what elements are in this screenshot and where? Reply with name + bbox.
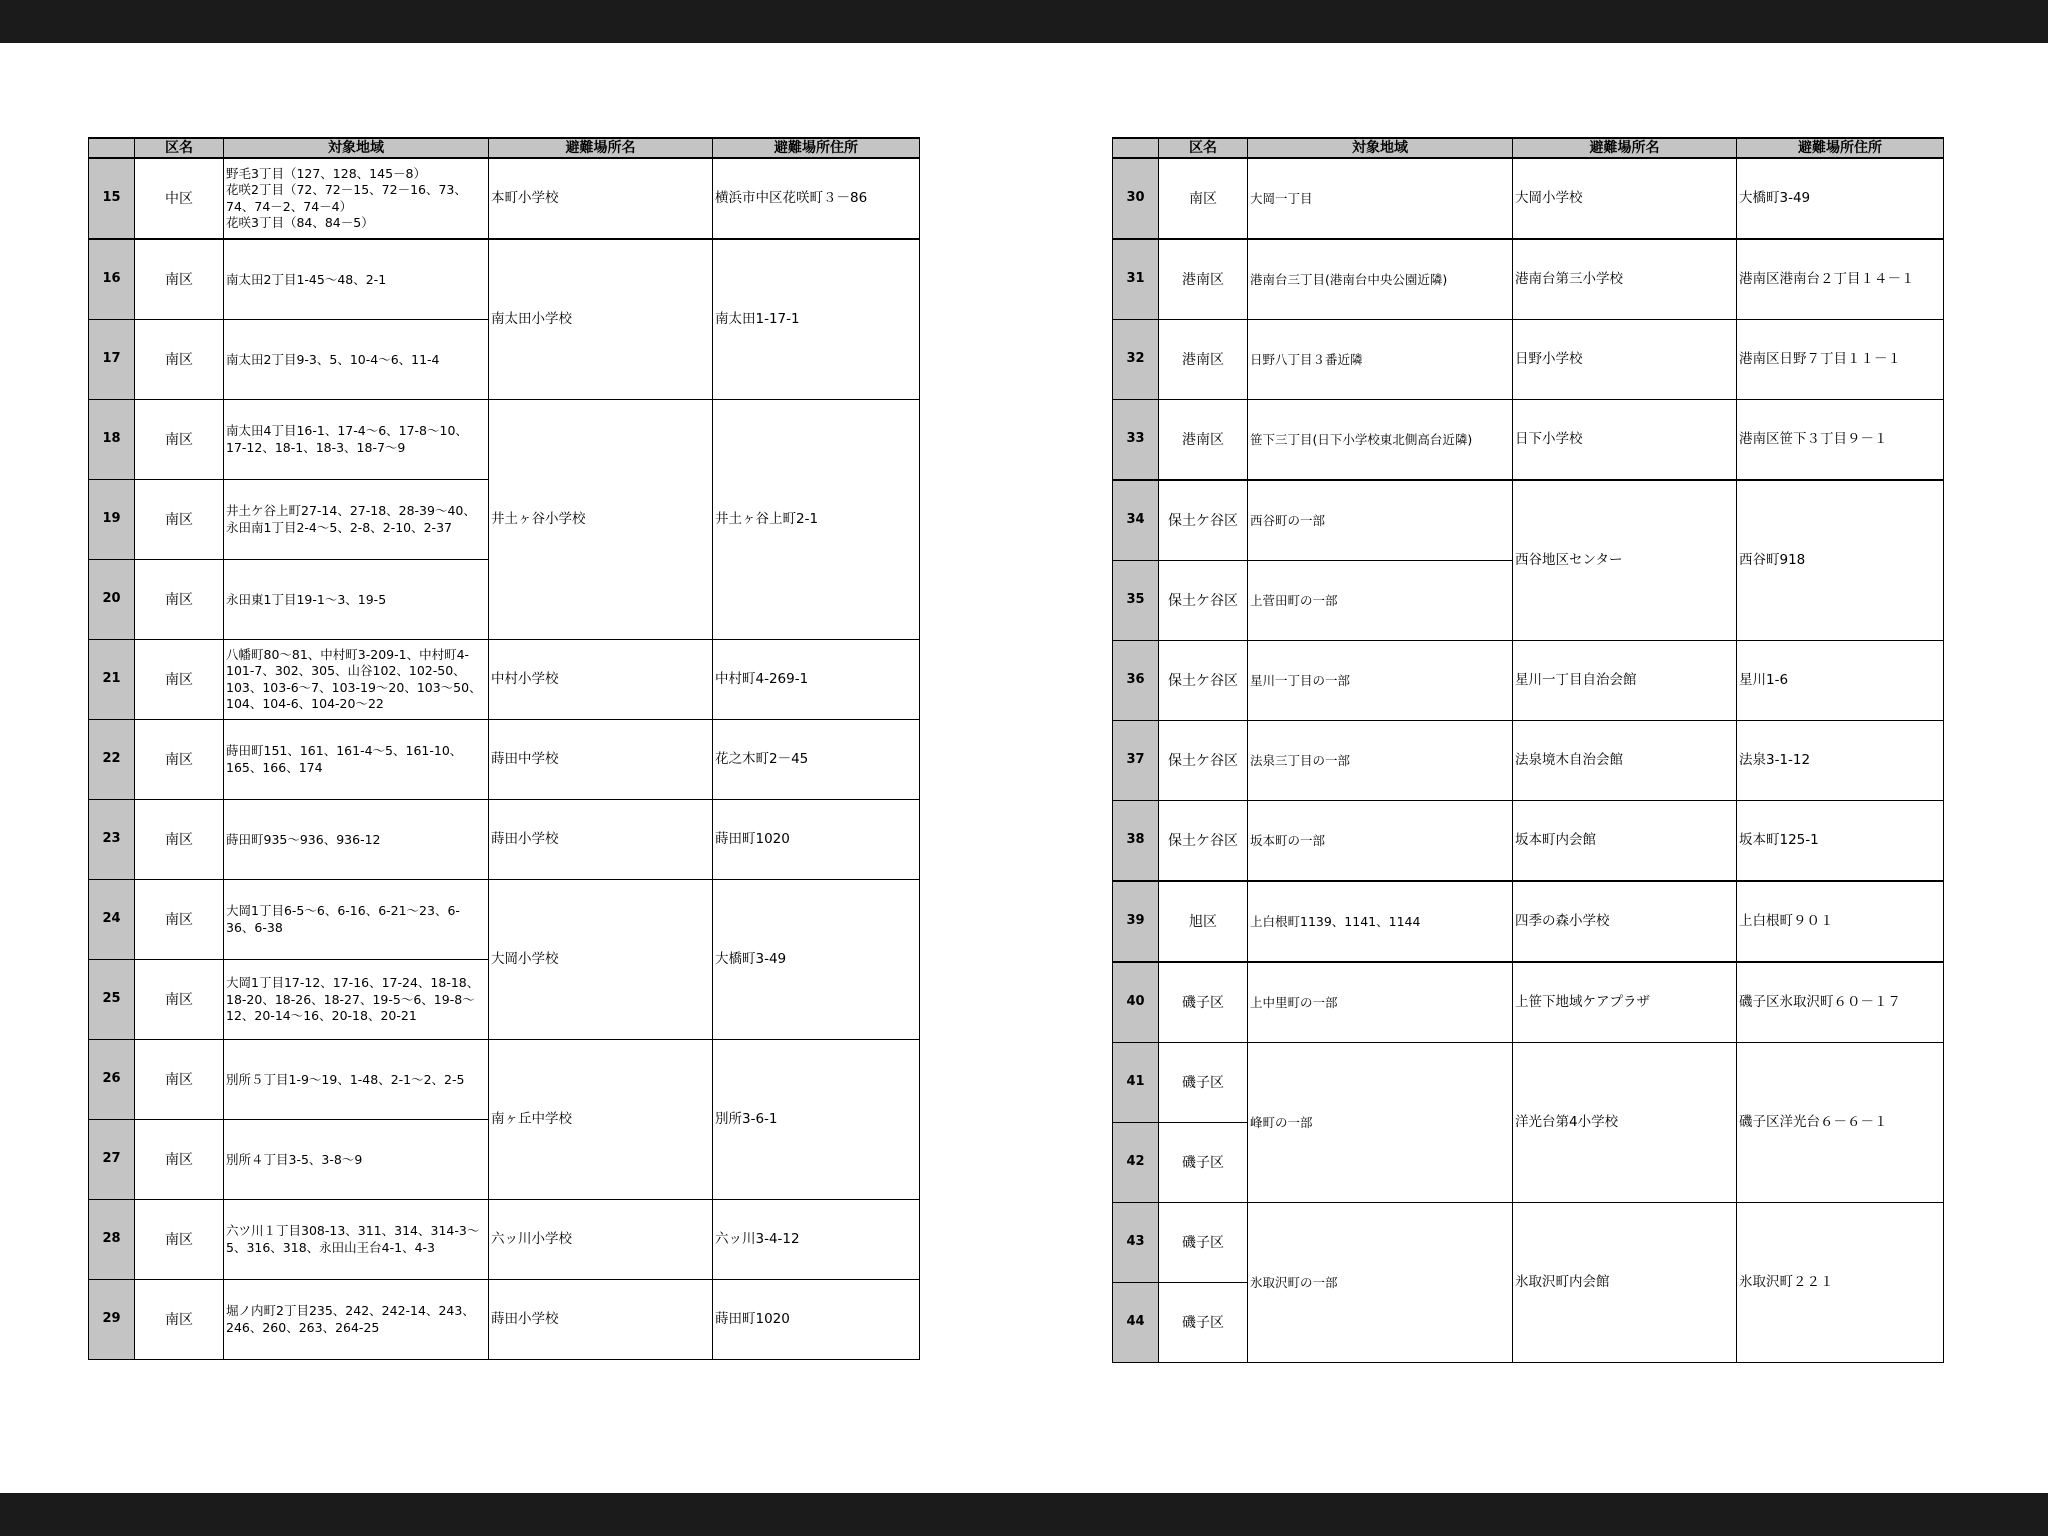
header-shelter: 避難場所名 (489, 138, 713, 158)
shelter-address: 磯子区洋光台６－６－１ (1737, 1043, 1944, 1203)
row-number: 34 (1113, 480, 1159, 561)
left-shelter-table (88, 137, 920, 1360)
target-area: 堀ノ内町2丁目235、242、242-14、243、246、260、263、264-25 (224, 1280, 489, 1360)
ward-name: 保土ケ谷区 (1159, 561, 1248, 641)
target-area: 蒔田町151、161、161-4～5、161-10、165、166、174 (224, 720, 489, 800)
row-number: 20 (89, 560, 135, 640)
target-area: 南太田2丁目1-45～48、2-1 (224, 239, 489, 320)
ward-name: 保土ケ谷区 (1159, 641, 1248, 721)
top-dark-bar (0, 0, 2048, 43)
ward-name: 旭区 (1159, 881, 1248, 962)
shelter-address: 横浜市中区花咲町３－86 (713, 158, 920, 239)
target-area: 上中里町の一部 (1248, 962, 1513, 1043)
table-row (1113, 239, 1944, 320)
target-area: 大岡1丁目17-12、17-16、17-24、18-18、18-20、18-26、18-27、19-5～6、19-8～12、20-14～16、20-18、20-21 (224, 960, 489, 1040)
row-number: 28 (89, 1200, 135, 1280)
header-row (89, 138, 920, 158)
header-shelter: 避難場所名 (1513, 138, 1737, 158)
ward-name: 南区 (135, 880, 224, 960)
shelter-name: 星川一丁目自治会館 (1513, 641, 1737, 721)
shelter-address: 大橋町3-49 (713, 880, 920, 1040)
shelter-address: 港南区港南台２丁目１４－１ (1737, 239, 1944, 320)
target-area: 笹下三丁目(日下小学校東北側高台近隣) (1248, 400, 1513, 481)
header-no (1113, 138, 1159, 158)
row-number: 40 (1113, 962, 1159, 1043)
shelter-name: 南太田小学校 (489, 239, 713, 400)
row-number: 39 (1113, 881, 1159, 962)
target-area: 南太田2丁目9-3、5、10-4～6、11-4 (224, 320, 489, 400)
target-area: 西谷町の一部 (1248, 480, 1513, 561)
shelter-name: 法泉境木自治会館 (1513, 721, 1737, 801)
shelter-name: 日下小学校 (1513, 400, 1737, 481)
shelter-address: 井土ヶ谷上町2-1 (713, 400, 920, 640)
row-number: 29 (89, 1280, 135, 1360)
shelter-name: 大岡小学校 (489, 880, 713, 1040)
header-address: 避難場所住所 (713, 138, 920, 158)
shelter-name: 蒔田小学校 (489, 800, 713, 880)
shelter-name: 西谷地区センター (1513, 480, 1737, 641)
row-number: 22 (89, 720, 135, 800)
ward-name: 磯子区 (1159, 1203, 1248, 1283)
row-number: 30 (1113, 158, 1159, 239)
header-area: 対象地域 (224, 138, 489, 158)
row-number: 42 (1113, 1123, 1159, 1203)
row-number: 37 (1113, 721, 1159, 801)
shelter-name: 上笹下地域ケアプラザ (1513, 962, 1737, 1043)
header-row (1113, 138, 1944, 158)
table-row (1113, 801, 1944, 882)
shelter-name: 南ヶ丘中学校 (489, 1040, 713, 1200)
shelter-address: 中村町4-269-1 (713, 640, 920, 720)
row-number: 35 (1113, 561, 1159, 641)
table-row (1113, 320, 1944, 400)
target-area: 八幡町80～81、中村町3-209-1、中村町4-101-7、302、305、山谷102、102-50、103、103-6～7、103-19～20、103～50、104、104-6、104-20～22 (224, 640, 489, 720)
target-area: 井土ケ谷上町27-14、27-18、28-39～40、永田南1丁目2-4～5、2-8、2-10、2-37 (224, 480, 489, 560)
ward-name: 中区 (135, 158, 224, 239)
ward-name: 南区 (135, 1040, 224, 1120)
ward-name: 港南区 (1159, 400, 1248, 481)
table-row (89, 239, 920, 320)
row-number: 23 (89, 800, 135, 880)
table-row (89, 1280, 920, 1360)
ward-name: 港南区 (1159, 239, 1248, 320)
table-row (1113, 721, 1944, 801)
table-row (1113, 480, 1944, 561)
ward-name: 保土ケ谷区 (1159, 721, 1248, 801)
row-number: 38 (1113, 801, 1159, 882)
right-shelter-table (1112, 137, 1944, 1363)
target-area: 峰町の一部 (1248, 1043, 1513, 1203)
target-area: 別所５丁目1-9～19、1-48、2-1～2、2-5 (224, 1040, 489, 1120)
header-ward: 区名 (1159, 138, 1248, 158)
ward-name: 南区 (135, 1280, 224, 1360)
row-number: 25 (89, 960, 135, 1040)
ward-name: 南区 (135, 1200, 224, 1280)
shelter-name: 中村小学校 (489, 640, 713, 720)
shelter-name: 蒔田中学校 (489, 720, 713, 800)
shelter-address: 別所3-6-1 (713, 1040, 920, 1200)
table-row (1113, 962, 1944, 1043)
target-area: 大岡一丁目 (1248, 158, 1513, 239)
row-number: 15 (89, 158, 135, 239)
row-number: 17 (89, 320, 135, 400)
shelter-name: 港南台第三小学校 (1513, 239, 1737, 320)
ward-name: 南区 (135, 239, 224, 320)
row-number: 44 (1113, 1283, 1159, 1363)
shelter-address: 磯子区氷取沢町６０－１７ (1737, 962, 1944, 1043)
header-area: 対象地域 (1248, 138, 1513, 158)
ward-name: 保土ケ谷区 (1159, 801, 1248, 882)
target-area: 別所４丁目3-5、3-8～9 (224, 1120, 489, 1200)
ward-name: 南区 (135, 400, 224, 480)
shelter-name: 坂本町内会館 (1513, 801, 1737, 882)
shelter-name: 井土ヶ谷小学校 (489, 400, 713, 640)
row-number: 41 (1113, 1043, 1159, 1123)
shelter-address: 上白根町９０１ (1737, 881, 1944, 962)
table-row (1113, 1203, 1944, 1283)
target-area: 上菅田町の一部 (1248, 561, 1513, 641)
row-number: 27 (89, 1120, 135, 1200)
ward-name: 南区 (135, 720, 224, 800)
shelter-address: 港南区笹下３丁目９－１ (1737, 400, 1944, 481)
ward-name: 磯子区 (1159, 1123, 1248, 1203)
shelter-name: 六ッ川小学校 (489, 1200, 713, 1280)
shelter-name: 氷取沢町内会館 (1513, 1203, 1737, 1363)
shelter-address: 星川1-6 (1737, 641, 1944, 721)
row-number: 43 (1113, 1203, 1159, 1283)
row-number: 33 (1113, 400, 1159, 481)
bottom-dark-bar (0, 1493, 2048, 1536)
header-address: 避難場所住所 (1737, 138, 1944, 158)
shelter-name: 蒔田小学校 (489, 1280, 713, 1360)
shelter-address: 南太田1-17-1 (713, 239, 920, 400)
shelter-address: 蒔田町1020 (713, 1280, 920, 1360)
table-row (89, 640, 920, 720)
table-row (1113, 400, 1944, 481)
shelter-address: 蒔田町1020 (713, 800, 920, 880)
table-row (89, 158, 920, 239)
shelter-name: 本町小学校 (489, 158, 713, 239)
table-row (89, 400, 920, 480)
target-area-text: 野毛3丁目（127、128、145－8） 花咲2丁目（72、72－15、72－16、73、74、74－2、74－4） 花咲3丁目（84、84－5） (226, 166, 467, 230)
row-number: 19 (89, 480, 135, 560)
table-row (89, 720, 920, 800)
target-area: 坂本町の一部 (1248, 801, 1513, 882)
target-area: 氷取沢町の一部 (1248, 1203, 1513, 1363)
table-row (89, 800, 920, 880)
shelter-name: 日野小学校 (1513, 320, 1737, 400)
row-number: 36 (1113, 641, 1159, 721)
table-row (89, 1040, 920, 1120)
table-row (1113, 641, 1944, 721)
ward-name: 南区 (135, 960, 224, 1040)
shelter-address: 法泉3-1-12 (1737, 721, 1944, 801)
target-area: 港南台三丁目(港南台中央公園近隣) (1248, 239, 1513, 320)
ward-name: 磯子区 (1159, 962, 1248, 1043)
ward-name: 港南区 (1159, 320, 1248, 400)
table-row (1113, 1043, 1944, 1123)
target-area: 大岡1丁目6-5～6、6-16、6-21～23、6-36、6-38 (224, 880, 489, 960)
target-area: 法泉三丁目の一部 (1248, 721, 1513, 801)
shelter-name: 洋光台第4小学校 (1513, 1043, 1737, 1203)
shelter-address: 大橋町3-49 (1737, 158, 1944, 239)
row-number: 18 (89, 400, 135, 480)
ward-name: 南区 (135, 1120, 224, 1200)
target-area: 六ツ川１丁目308-13、311、314、314-3～5、316、318、永田山王台4-1、4-3 (224, 1200, 489, 1280)
ward-name: 保土ケ谷区 (1159, 480, 1248, 561)
row-number: 31 (1113, 239, 1159, 320)
ward-name: 南区 (135, 480, 224, 560)
table-row (89, 1200, 920, 1280)
row-number: 21 (89, 640, 135, 720)
shelter-address: 港南区日野７丁目１１－１ (1737, 320, 1944, 400)
header-ward: 区名 (135, 138, 224, 158)
shelter-address: 氷取沢町２２１ (1737, 1203, 1944, 1363)
shelter-address: 西谷町918 (1737, 480, 1944, 641)
target-area: 上白根町1139、1141、1144 (1248, 881, 1513, 962)
row-number: 32 (1113, 320, 1159, 400)
shelter-address: 花之木町2－45 (713, 720, 920, 800)
shelter-name: 四季の森小学校 (1513, 881, 1737, 962)
ward-name: 南区 (135, 800, 224, 880)
target-area (224, 158, 489, 239)
ward-name: 磯子区 (1159, 1283, 1248, 1363)
table-row (1113, 158, 1944, 239)
row-number: 16 (89, 239, 135, 320)
shelter-address: 坂本町125-1 (1737, 801, 1944, 882)
target-area: 蒔田町935～936、936-12 (224, 800, 489, 880)
row-number: 24 (89, 880, 135, 960)
ward-name: 南区 (1159, 158, 1248, 239)
target-area: 南太田4丁目16-1、17-4～6、17-8～10、17-12、18-1、18-3、18-7～9 (224, 400, 489, 480)
table-row (89, 880, 920, 960)
ward-name: 南区 (135, 560, 224, 640)
ward-name: 南区 (135, 640, 224, 720)
row-number: 26 (89, 1040, 135, 1120)
ward-name: 磯子区 (1159, 1043, 1248, 1123)
shelter-name: 大岡小学校 (1513, 158, 1737, 239)
target-area: 星川一丁目の一部 (1248, 641, 1513, 721)
table-row (1113, 881, 1944, 962)
ward-name: 南区 (135, 320, 224, 400)
target-area: 日野八丁目３番近隣 (1248, 320, 1513, 400)
target-area: 永田東1丁目19-1～3、19-5 (224, 560, 489, 640)
header-no (89, 138, 135, 158)
shelter-address: 六ッ川3-4-12 (713, 1200, 920, 1280)
